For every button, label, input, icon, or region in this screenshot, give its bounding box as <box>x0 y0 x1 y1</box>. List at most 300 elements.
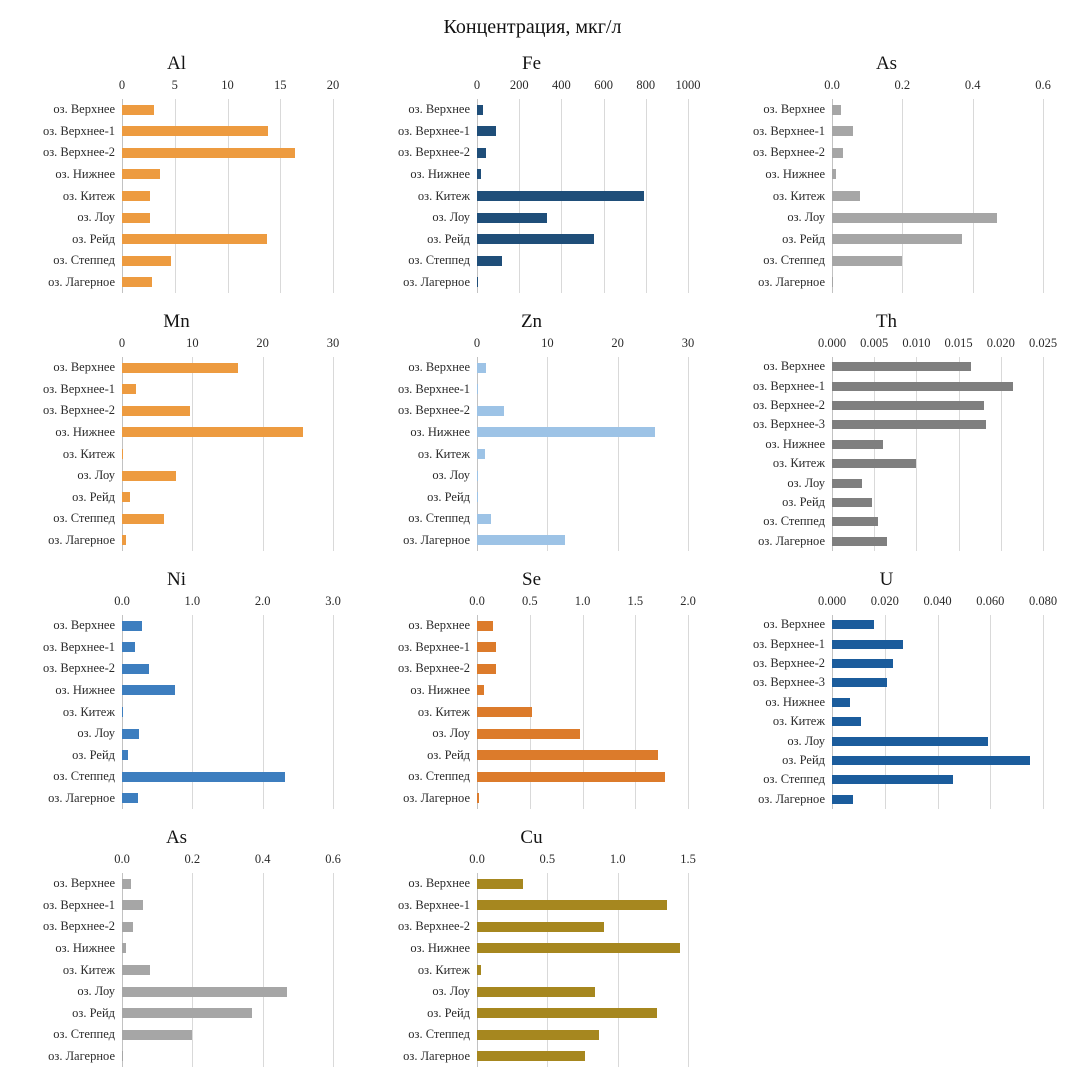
bar-row <box>832 770 1043 789</box>
category-label: оз. Нижнее <box>765 436 825 451</box>
bar-row <box>122 422 333 444</box>
category-label: оз. Верхнее-1 <box>752 636 825 651</box>
bar <box>477 987 595 997</box>
axis-tick-label: 800 <box>636 78 656 92</box>
axis-tick-label: 5 <box>171 78 178 92</box>
bar <box>477 169 481 179</box>
bar <box>122 148 295 158</box>
bar <box>122 535 126 545</box>
chart-as-1 <box>710 48 1065 306</box>
bar <box>832 795 853 804</box>
bar <box>122 384 136 394</box>
category-label: оз. Нижнее <box>55 424 115 439</box>
axis-tick-label: 0.4 <box>254 852 271 866</box>
plot-area <box>114 593 351 809</box>
category-label: оз. Лагерное <box>403 790 470 805</box>
bar-row <box>477 486 688 508</box>
category-label: оз. Китеж <box>772 456 825 471</box>
bar <box>122 707 123 717</box>
chart-mn <box>0 306 355 564</box>
plot <box>357 77 706 293</box>
plot-inner <box>473 335 695 551</box>
axis-tick-label: 30 <box>326 336 340 350</box>
category-label: оз. Лагерное <box>403 274 470 289</box>
category-label: оз. Верхнее-1 <box>752 378 825 393</box>
category-label: оз. Верхнее-1 <box>42 897 115 912</box>
bar-row <box>832 790 1043 809</box>
bar <box>122 879 131 889</box>
bar-row <box>477 121 688 143</box>
category-label: оз. Рейд <box>427 489 470 504</box>
category-labels <box>357 77 477 293</box>
bar-row <box>477 615 688 637</box>
axis-tick-label: 1.0 <box>609 852 626 866</box>
bar <box>832 620 874 629</box>
category-label: оз. Лоу <box>432 468 470 483</box>
bar-row <box>122 207 333 229</box>
plot <box>2 77 351 293</box>
category-label: оз. Лагерное <box>758 274 825 289</box>
category-label: оз. Нижнее <box>55 682 115 697</box>
bar <box>832 234 962 244</box>
charts-grid <box>0 48 1065 1080</box>
bar <box>477 1051 585 1061</box>
bar <box>477 707 532 717</box>
category-label: оз. Рейд <box>72 747 115 762</box>
bar-row <box>122 400 333 422</box>
bar-row <box>477 228 688 250</box>
category-label: оз. Верхнее-3 <box>752 675 825 690</box>
chart-title: Zn <box>520 311 543 332</box>
category-label: оз. Нижнее <box>410 166 470 181</box>
bar-row <box>477 658 688 680</box>
category-label: оз. Лагерное <box>48 532 115 547</box>
chart-title: Cu <box>520 827 543 848</box>
category-label: оз. Верхнее <box>763 359 825 374</box>
bar-row <box>477 357 688 379</box>
category-label: оз. Степпед <box>763 253 825 268</box>
category-label: оз. Верхнее-1 <box>397 123 470 138</box>
bar-row <box>122 379 333 401</box>
category-label: оз. Верхнее <box>53 360 115 375</box>
bar <box>122 191 150 201</box>
category-label: оз. Лагерное <box>48 274 115 289</box>
gridline <box>1043 615 1044 809</box>
chart-title: As <box>875 53 898 74</box>
category-labels <box>2 851 122 1067</box>
plot <box>357 851 706 1067</box>
bar-row <box>122 465 333 487</box>
category-label: оз. Лоу <box>432 726 470 741</box>
category-label: оз. Верхнее <box>763 102 825 117</box>
bar <box>122 750 128 760</box>
category-label: оз. Верхнее <box>53 618 115 633</box>
bar <box>477 148 486 158</box>
bar-row <box>832 99 1043 121</box>
axis-tick-label: 10 <box>221 78 234 92</box>
bar-row <box>122 443 333 465</box>
bar-row <box>477 99 688 121</box>
bar <box>477 685 484 695</box>
category-label: оз. Верхнее <box>408 618 470 633</box>
bar <box>477 234 594 244</box>
category-labels <box>712 335 832 551</box>
category-label: оз. Верхнее-2 <box>752 656 825 671</box>
bar-row <box>832 654 1043 673</box>
category-label: оз. Степпед <box>53 1027 115 1042</box>
bar <box>477 105 483 115</box>
bars <box>122 873 333 1067</box>
bars <box>477 357 688 551</box>
category-label: оз. Рейд <box>72 231 115 246</box>
plot <box>357 593 706 809</box>
bar-row <box>122 680 333 702</box>
plot <box>2 593 351 809</box>
axis-tick-label: 0.000 <box>817 336 847 350</box>
category-label: оз. Верхнее <box>408 876 470 891</box>
category-label: оз. Степпед <box>763 772 825 787</box>
bar <box>122 256 171 266</box>
category-label: оз. Китеж <box>417 704 470 719</box>
bar <box>832 698 850 707</box>
chart-title: Th <box>875 311 898 332</box>
bar-row <box>832 396 1043 415</box>
bars <box>832 99 1043 293</box>
axis-tick-label: 0 <box>473 336 481 350</box>
bar <box>477 900 667 910</box>
gridline <box>1043 99 1044 293</box>
bar <box>122 277 152 287</box>
bar <box>122 471 176 481</box>
plot-inner <box>114 593 341 809</box>
bar-row <box>832 615 1043 634</box>
bar-row <box>122 228 333 250</box>
bar <box>477 514 491 524</box>
bar-row <box>477 508 688 530</box>
bar-row <box>122 1024 333 1046</box>
category-labels <box>2 335 122 551</box>
bar <box>832 659 893 668</box>
bar <box>832 756 1030 765</box>
bar <box>832 640 903 649</box>
axis-tick-label: 1.0 <box>184 594 201 608</box>
category-label: оз. Верхнее-2 <box>397 403 470 418</box>
category-label: оз. Лоу <box>432 210 470 225</box>
axis-tick-label: 0.2 <box>184 852 201 866</box>
category-label: оз. Рейд <box>782 495 825 510</box>
gridline <box>333 357 334 551</box>
axis-tick-label: 0.6 <box>1035 78 1051 92</box>
axis-tick-label: 3.0 <box>325 594 341 608</box>
axis-tick-label: 0.0 <box>114 594 130 608</box>
bar-row <box>477 1024 688 1046</box>
chart-title: As <box>165 827 188 848</box>
bar-row <box>122 1002 333 1024</box>
category-label: оз. Верхнее-1 <box>42 381 115 396</box>
plot-inner <box>469 593 696 809</box>
figure-title: Концентрация, мкг/л <box>443 16 622 38</box>
bar-row <box>122 486 333 508</box>
bar-row <box>122 658 333 680</box>
bar <box>832 382 1013 391</box>
category-label: оз. Степпед <box>53 511 115 526</box>
bar <box>477 965 481 975</box>
category-label: оз. Китеж <box>62 446 115 461</box>
category-label: оз. Китеж <box>62 704 115 719</box>
bar <box>477 213 547 223</box>
category-labels <box>2 77 122 293</box>
bar <box>122 213 150 223</box>
bar-row <box>122 99 333 121</box>
bar-row <box>477 938 688 960</box>
category-label: оз. Лагерное <box>758 533 825 548</box>
axis-tick-label: 30 <box>681 336 695 350</box>
bar <box>477 772 665 782</box>
bars <box>122 615 333 809</box>
axis-tick-label: 10 <box>186 336 199 350</box>
plot <box>357 335 706 551</box>
bar-row <box>832 142 1043 164</box>
axis-tick-label: 0.4 <box>964 78 981 92</box>
axis-tick-label: 1.5 <box>680 852 696 866</box>
category-label: оз. Степпед <box>408 253 470 268</box>
category-label: оз. Лоу <box>787 733 825 748</box>
plot-area <box>473 335 706 551</box>
bar <box>832 517 878 526</box>
axis-tick-label: 0.0 <box>469 852 485 866</box>
plot-area <box>817 593 1061 809</box>
axis-tick-label: 20 <box>611 336 624 350</box>
bar <box>477 256 502 266</box>
bar <box>477 664 496 674</box>
bar <box>122 234 267 244</box>
bar-row <box>832 712 1043 731</box>
bar-row <box>477 142 688 164</box>
category-label: оз. Лоу <box>77 984 115 999</box>
category-label: оз. Верхнее-1 <box>752 123 825 138</box>
plot <box>2 851 351 1067</box>
category-label: оз. Верхнее-2 <box>42 403 115 418</box>
bar-row <box>832 693 1043 712</box>
axis-tick-label: 0.0 <box>469 594 485 608</box>
axis-tick-label: 0.025 <box>1028 336 1058 350</box>
bar <box>832 479 862 488</box>
bar <box>477 126 496 136</box>
axis-tick-label: 20 <box>326 78 340 92</box>
bar <box>122 642 135 652</box>
bar <box>832 420 986 429</box>
bar <box>477 729 580 739</box>
bar <box>832 256 902 266</box>
category-label: оз. Нижнее <box>55 166 115 181</box>
bar <box>477 427 655 437</box>
chart-title: Mn <box>163 311 190 332</box>
axis-tick-label: 0.060 <box>976 594 1005 608</box>
bar <box>477 621 493 631</box>
bar <box>122 1051 123 1061</box>
chart-th <box>710 306 1065 564</box>
bar-row <box>832 634 1043 653</box>
category-label: оз. Лоу <box>77 468 115 483</box>
bar <box>122 126 268 136</box>
plot-area <box>114 851 351 1067</box>
bar-row <box>122 272 333 294</box>
axis-tick-label: 0.080 <box>1028 594 1058 608</box>
plot-inner <box>817 593 1058 809</box>
bar-row <box>477 916 688 938</box>
category-label: оз. Верхнее-1 <box>397 639 470 654</box>
bar-row <box>122 530 333 552</box>
bar-row <box>832 493 1043 512</box>
chart-title: Al <box>167 53 186 74</box>
category-label: оз. Рейд <box>427 747 470 762</box>
bar <box>477 191 644 201</box>
bar-row <box>477 379 688 401</box>
category-label: оз. Верхнее-2 <box>397 145 470 160</box>
plot-area <box>473 77 706 293</box>
axis-tick-label: 0.6 <box>325 852 341 866</box>
axis-tick-label: 0.0 <box>114 852 130 866</box>
bars <box>122 99 333 293</box>
chart-al <box>0 48 355 306</box>
gridline <box>688 357 689 551</box>
bar <box>832 191 860 201</box>
bar-row <box>122 1046 333 1068</box>
bar <box>832 148 843 158</box>
plot-area <box>824 77 1061 293</box>
category-label: оз. Китеж <box>772 188 825 203</box>
plot <box>712 593 1061 809</box>
bar-row <box>122 615 333 637</box>
category-label: оз. Лагерное <box>48 790 115 805</box>
gridline <box>333 99 334 293</box>
axis-tick-label: 0.0 <box>824 78 840 92</box>
category-label: оз. Китеж <box>417 962 470 977</box>
category-label: оз. Нижнее <box>765 694 825 709</box>
bar-row <box>122 357 333 379</box>
bar-row <box>477 422 688 444</box>
category-label: оз. Нижнее <box>410 940 470 955</box>
axis-tick-label: 0.010 <box>902 336 931 350</box>
category-label: оз. Лоу <box>787 210 825 225</box>
bar-row <box>477 1002 688 1024</box>
gridline <box>333 615 334 809</box>
category-label: оз. Лагерное <box>403 1048 470 1063</box>
bar <box>122 900 143 910</box>
bar-row <box>477 443 688 465</box>
axis-tick-label: 600 <box>594 78 613 92</box>
axis-tick-label: 0.005 <box>860 336 889 350</box>
bar-row <box>122 121 333 143</box>
bar-row <box>832 207 1043 229</box>
bar <box>122 492 130 502</box>
chart-fe <box>355 48 710 306</box>
bar <box>832 213 997 223</box>
axis-tick-label: 1.0 <box>574 594 591 608</box>
chart-title: Ni <box>167 569 186 590</box>
bar <box>122 105 154 115</box>
category-label: оз. Верхнее-2 <box>397 919 470 934</box>
plot-inner <box>469 851 696 1067</box>
bar-row <box>832 751 1043 770</box>
plot-area <box>817 335 1061 551</box>
category-label: оз. Верхнее-2 <box>42 145 115 160</box>
category-label: оз. Нижнее <box>765 166 825 181</box>
bar-row <box>122 788 333 810</box>
category-label: оз. Степпед <box>408 511 470 526</box>
category-label: оз. Нижнее <box>55 940 115 955</box>
axis-tick-label: 0 <box>118 78 126 92</box>
category-label: оз. Лагерное <box>48 1048 115 1063</box>
category-labels <box>357 593 477 809</box>
bar <box>477 406 504 416</box>
bars <box>832 615 1043 809</box>
axis-tick-label: 0.020 <box>986 336 1015 350</box>
bar-row <box>477 680 688 702</box>
bar-row <box>477 530 688 552</box>
axis-tick-label: 0 <box>118 336 126 350</box>
chart-se <box>355 564 710 822</box>
bar-row <box>477 250 688 272</box>
category-label: оз. Верхнее <box>763 617 825 632</box>
category-label: оз. Рейд <box>427 1005 470 1020</box>
axis-tick-label: 0.000 <box>817 594 847 608</box>
bar-row <box>477 766 688 788</box>
bar <box>122 729 139 739</box>
category-labels <box>357 335 477 551</box>
category-label: оз. Китеж <box>62 188 115 203</box>
chart-title: Fe <box>522 53 541 74</box>
category-label: оз. Верхнее-2 <box>752 145 825 160</box>
chart-zn <box>355 306 710 564</box>
plot-inner <box>473 77 701 293</box>
category-label: оз. Лагерное <box>403 532 470 547</box>
bar-row <box>832 376 1043 395</box>
axis-tick-label: 200 <box>509 78 529 92</box>
bar <box>477 922 604 932</box>
chart-cu <box>355 822 710 1080</box>
category-label: оз. Верхнее-2 <box>752 398 825 413</box>
category-label: оз. Рейд <box>782 753 825 768</box>
chart-as-2 <box>0 822 355 1080</box>
bars <box>122 357 333 551</box>
bar <box>122 169 160 179</box>
category-label: оз. Рейд <box>72 489 115 504</box>
plot-inner <box>118 335 340 551</box>
category-label: оз. Нижнее <box>410 424 470 439</box>
bar <box>122 987 287 997</box>
bar-row <box>832 454 1043 473</box>
category-label: оз. Верхнее-2 <box>42 661 115 676</box>
plot-inner <box>824 77 1051 293</box>
bar-row <box>122 701 333 723</box>
axis-tick-label: 20 <box>256 336 269 350</box>
bar-row <box>122 916 333 938</box>
bar <box>477 879 523 889</box>
bar <box>122 943 126 953</box>
category-label: оз. Лоу <box>432 984 470 999</box>
axis-tick-label: 1000 <box>675 78 701 92</box>
bar <box>832 105 841 115</box>
bar-row <box>122 981 333 1003</box>
bar-row <box>832 228 1043 250</box>
bar <box>122 965 150 975</box>
bar <box>832 678 887 687</box>
axis-tick-label: 15 <box>274 78 287 92</box>
bar <box>122 922 133 932</box>
plot-area <box>469 851 706 1067</box>
axis-tick-label: 2.0 <box>254 594 271 608</box>
